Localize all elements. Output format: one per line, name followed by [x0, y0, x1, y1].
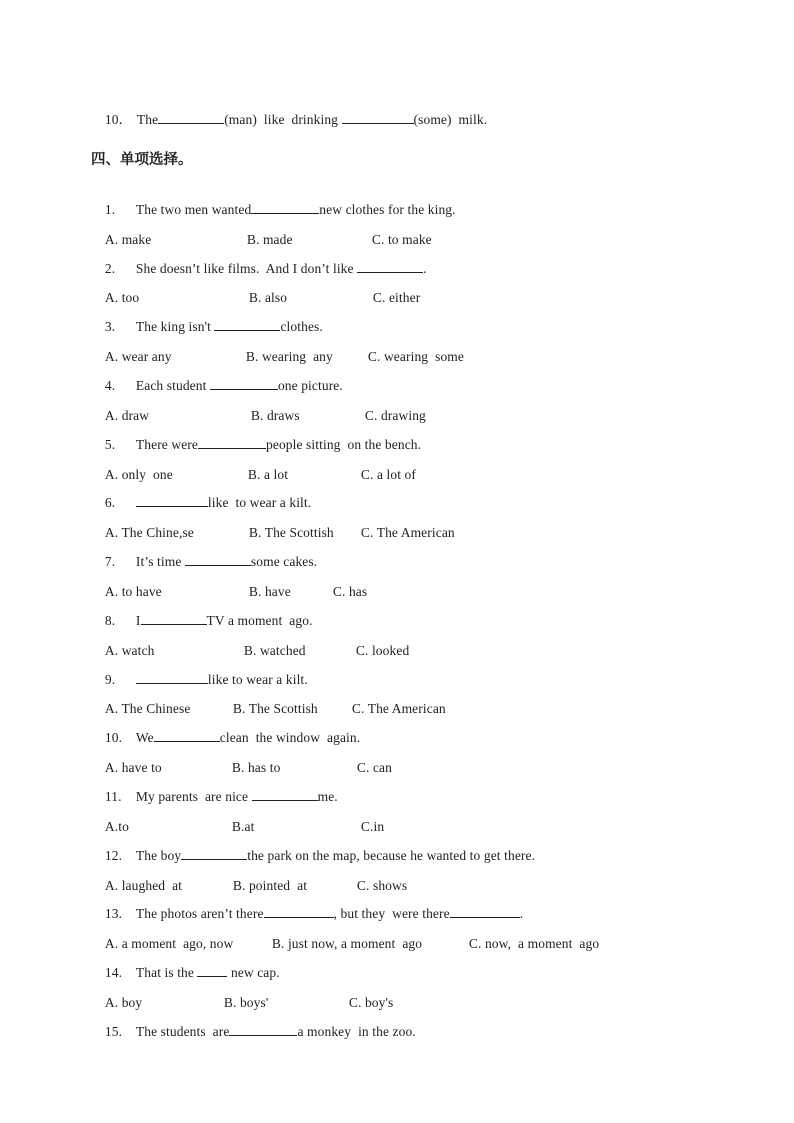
- option-c[interactable]: C. looked: [355, 643, 410, 658]
- option-c[interactable]: C. a lot of: [360, 467, 416, 482]
- question-10: 10. We clean the window again.: [104, 730, 361, 745]
- option-b[interactable]: B. The Scottish: [248, 525, 334, 540]
- option-b[interactable]: B. just now, a moment ago: [271, 936, 423, 951]
- option-a[interactable]: A.to: [104, 819, 129, 834]
- option-c[interactable]: C. wearing some: [367, 349, 464, 364]
- option-b[interactable]: B. watched: [243, 643, 306, 658]
- question-6: 6. like to wear a kilt.: [104, 495, 312, 510]
- answer-blank[interactable]: [342, 111, 414, 124]
- option-b[interactable]: B. also: [248, 290, 288, 305]
- option-b[interactable]: B. boys': [223, 995, 269, 1010]
- option-b[interactable]: B. have: [248, 584, 291, 599]
- option-c[interactable]: C. can: [356, 760, 392, 775]
- option-c[interactable]: C. now, a moment ago: [468, 936, 600, 951]
- option-a[interactable]: A. to have: [104, 584, 162, 599]
- option-a[interactable]: A. only one: [104, 467, 173, 482]
- option-b[interactable]: B.at: [231, 819, 255, 834]
- question-2: 2. She doesn’t like films. And I don’t like .: [104, 261, 427, 276]
- option-c[interactable]: C. drawing: [364, 408, 426, 423]
- option-a[interactable]: A. laughed at: [104, 878, 183, 893]
- question-8: 8. I TV a moment ago.: [104, 613, 313, 628]
- option-b[interactable]: B. wearing any: [245, 349, 333, 364]
- option-b[interactable]: B. pointed at: [232, 878, 308, 893]
- option-a[interactable]: A. draw: [104, 408, 150, 423]
- option-b[interactable]: B. has to: [231, 760, 281, 775]
- question-7: 7. It’s time some cakes.: [104, 554, 318, 569]
- option-c[interactable]: C. boy's: [348, 995, 394, 1010]
- question-5: 5. There were people sitting on the bench.: [104, 437, 422, 452]
- option-b[interactable]: B. a lot: [247, 467, 289, 482]
- option-a[interactable]: A. have to: [104, 760, 162, 775]
- question-13: 13. The photos aren’t there , but they were there .: [104, 906, 524, 921]
- question-15: 15. The students are a monkey in the zoo.: [104, 1024, 416, 1039]
- option-a[interactable]: A. The Chine,se: [104, 525, 194, 540]
- question-12: 12. The boy the park on the map, because he wanted to get there.: [104, 848, 536, 863]
- option-c[interactable]: C. either: [372, 290, 421, 305]
- option-a[interactable]: A. a moment ago, now: [104, 936, 234, 951]
- option-a[interactable]: A. make: [104, 232, 152, 247]
- answer-blank[interactable]: [229, 1023, 297, 1036]
- option-c[interactable]: C.in: [360, 819, 385, 834]
- option-a[interactable]: A. watch: [104, 643, 155, 658]
- option-a[interactable]: A. The Chinese: [104, 701, 191, 716]
- option-c[interactable]: C. shows: [356, 878, 408, 893]
- question-1: 1. The two men wanted new clothes for the king.: [104, 202, 456, 217]
- question-4: 4. Each student one picture.: [104, 378, 343, 393]
- section-title: 四、单项选择。: [91, 152, 193, 168]
- option-b[interactable]: B. The Scottish: [232, 701, 318, 716]
- option-c[interactable]: C. has: [332, 584, 368, 599]
- option-b[interactable]: B. draws: [250, 408, 300, 423]
- option-c[interactable]: C. The American: [351, 701, 446, 716]
- question-14: 14. That is the new cap.: [104, 965, 280, 980]
- option-b[interactable]: B. made: [246, 232, 293, 247]
- question-3: 3. The king isn't clothes.: [104, 319, 323, 334]
- option-a[interactable]: A. too: [104, 290, 140, 305]
- option-a[interactable]: A. wear any: [104, 349, 172, 364]
- option-a[interactable]: A. boy: [104, 995, 143, 1010]
- answer-blank[interactable]: [158, 111, 224, 124]
- question-11: 11. My parents are nice me.: [104, 789, 338, 804]
- option-c[interactable]: C. to make: [371, 232, 432, 247]
- prev-question-10: 10． The (man) like drinking (some) milk.: [104, 112, 488, 127]
- question-number: 10．: [104, 112, 133, 127]
- question-9: 9. like to wear a kilt.: [104, 672, 308, 687]
- option-c[interactable]: C. The American: [360, 525, 455, 540]
